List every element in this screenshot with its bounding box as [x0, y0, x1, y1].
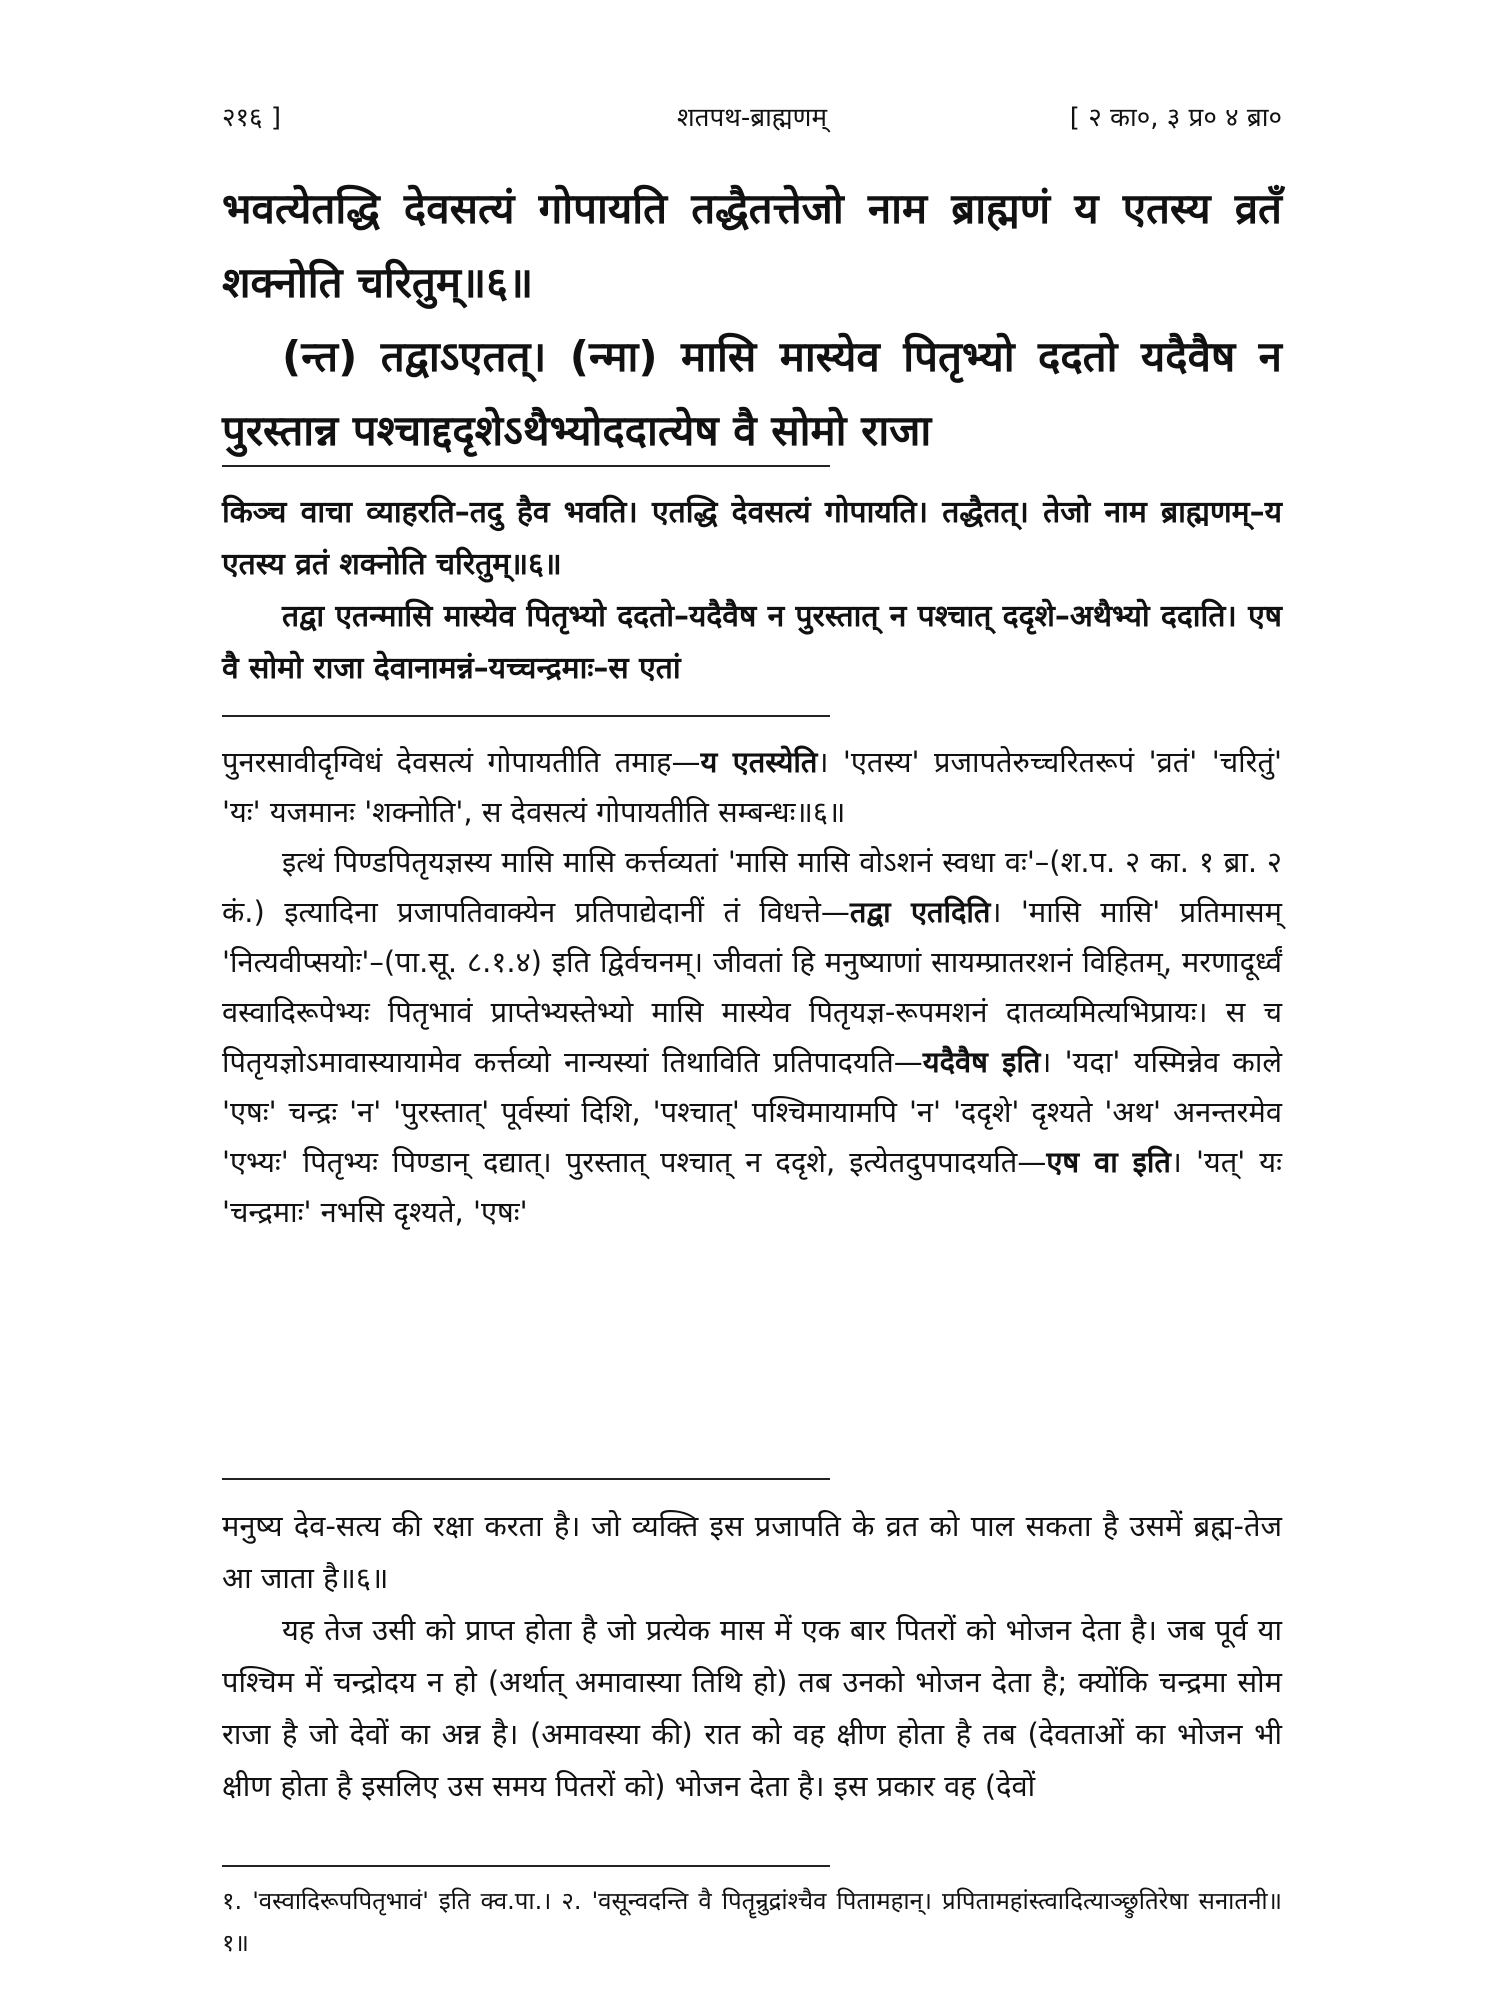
- commentary-paragraph: पुनरसावीदृग्विधं देवसत्यं गोपायतीति तमाह—य एतस्येति। 'एतस्य' प्रजापतेरुच्चरितरूपं 'व्रतं' 'चरितुं' 'यः' यजमानः 'शक्नोति', स देवसत्यं गोपायतीति सम्बन्धः॥६॥: [222, 745, 1282, 829]
- translation-paragraph: यह तेज उसी को प्राप्त होता है जो प्रत्येक मास में एक बार पितरों को भोजन देता है। जब पूर्व या पश्चिम में चन्द्रोदय न हो (अर्थात् अमावास्या तिथि हो) तब उनको भोजन देता है; क्योंकि चन्द्रमा सोम राजा है जो देवों का अन्न है। (अमावस्या की) रात को वह क्षीण होता है तब (देवताओं का भोजन भी क्षीण होता है इसलिए उस समय पितरों को) भोजन देता है। इस प्रकार वह (देवों: [222, 1613, 1282, 1803]
- page-number: २१६ ]: [222, 103, 281, 133]
- mantra-paragraph: (न्त) तद्वाऽएतत्। (न्मा) मासि मास्येव पितृभ्यो ददतो यदैवैष न पुरस्तान्न पश्चाद्ददृशेऽथैभ्योददात्येष वै सोमो राजा: [222, 332, 1282, 455]
- book-title: शतपथ-ब्राह्मणम्: [676, 103, 828, 133]
- padapatha-text: [222, 487, 1282, 695]
- footnote-text: १. 'वस्वादिरूपपितृभावं' इति क्व.पा.। २. 'वसून्वदन्ति वै पितॄन्रुद्रांश्चैव पितामहान्। प्रपितामहांस्त्वादित्याञ्छ्रुतिरेषा सनातनी॥१॥: [222, 1887, 1282, 1957]
- sanskrit-commentary: [222, 737, 1282, 1237]
- hindi-translation: [222, 1500, 1282, 1812]
- commentary-paragraph: इत्थं पिण्डपितृयज्ञस्य मासि मासि कर्त्तव्यतां 'मासि मासि वोऽशनं स्वधा वः'–(श.प. २ का. १ ब्रा. २ कं.) इत्यादिना प्रजापतिवाक्येन प्रतिपाद्येदानीं तं विधत्ते—तद्वा एतदिति। 'मासि मासि' प्रतिमासम् 'नित्यवीप्सयोः'–(पा.सू. ८.१.४) इति द्विर्वचनम्। जीवतां हि मनुष्याणां सायम्प्रातरशनं विहितम्, मरणादूर्ध्वं वस्वादिरूपेभ्यः पितृभावं प्राप्तेभ्यस्तेभ्यो मासि मास्येव पितृयज्ञ-रूपमशनं दातव्यमित्यभिप्रायः। स च पितृयज्ञोऽमावास्यायामेव कर्त्तव्यो नान्यस्यां तिथाविति प्रतिपादयति—यदैवैष इति। 'यदा' यस्मिन्नेव काले 'एषः' चन्द्रः 'न' 'पुरस्तात्' पूर्वस्यां दिशि, 'पश्चात्' पश्चिमायामपि 'न' 'ददृशे' दृश्यते 'अथ' अनन्तरमेव 'एभ्यः' पितृभ्यः पिण्डान् दद्यात्। पुरस्तात् पश्चात् न ददृशे, इत्येतदुपपादयति—एष वा इति। 'यत्' यः 'चन्द्रमाः' नभसि दृश्यते, 'एषः': [222, 845, 1283, 1229]
- section-reference: [ २ का०, ३ प्र० ४ ब्रा०: [1069, 103, 1282, 133]
- divider-line: [222, 1478, 830, 1480]
- mantra-paragraph: भवत्येतद्धि देवसत्यं गोपायति तद्धैतत्तेजो नाम ब्राह्मणं य एतस्य व्रतॅं शक्नोति चरितुम्॥६॥: [222, 184, 1282, 307]
- divider-line: [222, 715, 830, 717]
- divider-line: [222, 1865, 830, 1867]
- footnotes: [222, 1880, 1282, 1964]
- padapatha-paragraph: किञ्च वाचा व्याहरति–तदु हैव भवति। एतद्धि देवसत्यं गोपायति। तद्धैतत्। तेजो नाम ब्राह्मणम्–य एतस्य व्रतं शक्नोति चरितुम्॥६॥: [222, 495, 1282, 582]
- mantra-text: [222, 172, 1282, 468]
- translation-paragraph: मनुष्य देव-सत्य की रक्षा करता है। जो व्यक्ति इस प्रजापति के व्रत को पाल सकता है उसमें ब्रह्म-तेज आ जाता है॥६॥: [222, 1509, 1282, 1595]
- padapatha-paragraph: तद्वा एतन्मासि मास्येव पितृभ्यो ददतो–यदैवैष न पुरस्तात् न पश्चात् ददृशे–अथैभ्यो ददाति। एष वै सोमो राजा देवानामन्नं–यच्चन्द्रमाः–स एतां: [222, 599, 1282, 686]
- divider-line: [222, 465, 830, 467]
